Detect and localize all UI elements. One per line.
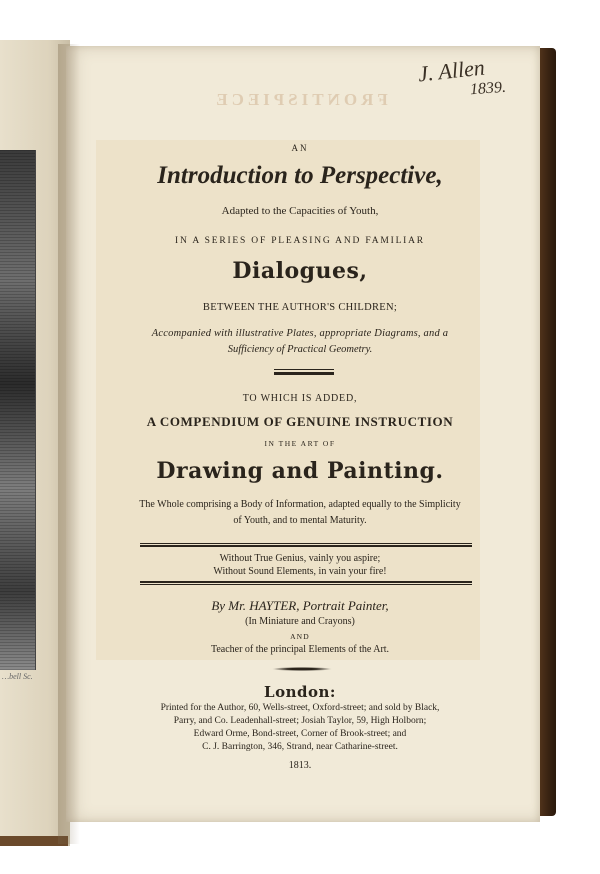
and-line: AND — [290, 632, 310, 641]
dialogues-heading: Dialogues, — [232, 258, 368, 284]
teacher-line: Teacher of the principal Elements of the Art. — [210, 644, 390, 655]
rule-motto-bottom-thin — [140, 584, 472, 585]
frontispiece-engraving — [0, 150, 36, 670]
imprint-line-2: Parry, and Co. Leadenhall-street; Josiah Taylor, 59, High Holborn; — [173, 716, 427, 726]
accompanied-line-2: Sufficiency of Practical Geometry. — [227, 344, 373, 355]
compendium-line: A COMPENDIUM OF GENUINE INSTRUCTION — [146, 414, 454, 429]
ornament-divider — [272, 667, 332, 671]
rule-upper-thin — [274, 369, 334, 370]
page-gutter — [58, 44, 80, 844]
whole-line-2: of Youth, and to mental Maturity. — [233, 515, 367, 526]
signature-name: J. Allen — [416, 54, 486, 87]
accompanied-line-1: Accompanied with illustrative Plates, appropriate Diagrams, and a — [151, 328, 449, 339]
london-heading: London: — [264, 683, 336, 701]
show-through-text: FRONTISPIECE — [212, 90, 388, 109]
in-the-art-of: IN THE ART OF — [264, 439, 336, 448]
subtitle-adapted: Adapted to the Capacities of Youth, — [221, 205, 379, 217]
imprint-line-4: C. J. Barrington, 346, Strand, near Catharine-street. — [202, 742, 398, 752]
signature-year: 1839. — [469, 78, 507, 99]
main-title: Introduction to Perspective, — [157, 162, 443, 189]
rule-motto-top-thin — [140, 543, 472, 544]
rule-motto-top-thick — [140, 545, 472, 547]
between-line: BETWEEN THE AUTHOR'S CHILDREN; — [202, 302, 398, 313]
imprint-line-3: Edward Orme, Bond-street, Corner of Brook-street; and — [193, 729, 407, 739]
to-which-added: TO WHICH IS ADDED, — [242, 393, 358, 404]
subtitle-series: IN A SERIES OF PLEASING AND FAMILIAR — [175, 236, 425, 246]
rule-motto-bottom-thick — [140, 581, 472, 583]
frontispiece-caption: …bell Sc. — [2, 672, 33, 681]
imprint-year: 1813. — [288, 760, 312, 771]
miniature-line: (In Miniature and Crayons) — [245, 616, 355, 627]
title-an: AN — [291, 143, 309, 153]
imprint-line-1: Printed for the Author, 60, Wells-street, Oxford-street; and sold by Black, — [160, 703, 440, 713]
motto-line-1: Without True Genius, vainly you aspire; — [219, 553, 381, 564]
motto-line-2: Without Sound Elements, in vain your fire! — [213, 566, 387, 577]
author-line: By Mr. HAYTER, Portrait Painter, — [211, 598, 389, 613]
drawing-and-painting: Drawing and Painting. — [156, 458, 444, 484]
whole-line-1: The Whole comprising a Body of Information, adapted equally to the Simplicity — [139, 499, 461, 510]
rule-upper-thick — [274, 372, 334, 375]
